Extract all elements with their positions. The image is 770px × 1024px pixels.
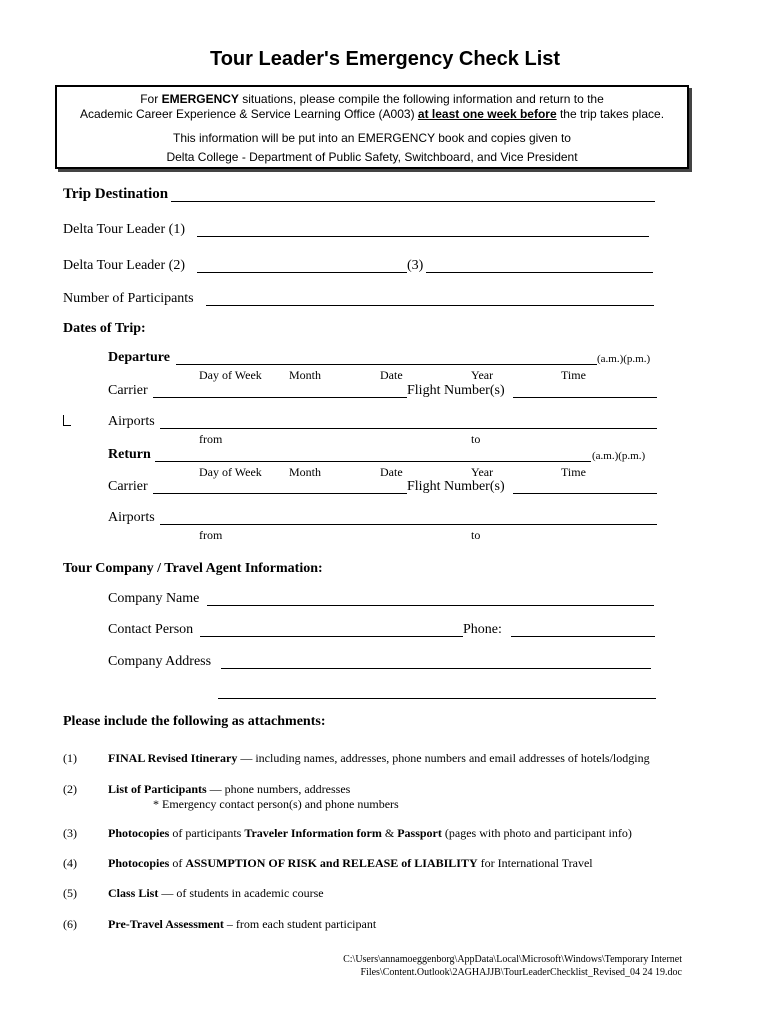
tour-company-heading: Tour Company / Travel Agent Information:: [63, 561, 323, 576]
return-airports-line[interactable]: [160, 524, 657, 525]
emergency-notice-box: [55, 85, 689, 169]
return-flight-label: Flight Number(s): [407, 479, 505, 494]
attachment-text: — including names, addresses, phone numbers and email addresses of hotels/lodging: [237, 751, 650, 765]
tour-leader-3-line[interactable]: [426, 272, 653, 273]
return-month-caption: Month: [289, 465, 322, 479]
departure-label: Departure: [108, 350, 170, 365]
departure-time-caption: Time: [561, 368, 586, 382]
return-label: Return: [108, 447, 151, 462]
page-title: Tour Leader's Emergency Check List: [209, 48, 561, 70]
notice-text: situations, please compile the following information and return to the: [238, 92, 604, 106]
attachment-item-6: [108, 917, 376, 932]
departure-day-caption: Day of Week: [199, 368, 262, 382]
departure-flight-label: Flight Number(s): [407, 383, 505, 398]
attachment-title: Pre-Travel Assessment: [108, 917, 224, 931]
attachment-number: (6): [63, 917, 77, 931]
attachment-text: — phone numbers, addresses: [206, 782, 351, 796]
notice-line-4: Delta College - Department of Public Safety, Switchboard, and Vice President: [166, 150, 578, 164]
return-line[interactable]: [155, 461, 591, 462]
departure-airports-label: Airports: [108, 414, 155, 429]
departure-airports-line[interactable]: [160, 428, 657, 429]
attachment-number: (2): [63, 782, 77, 796]
contact-person-line[interactable]: [200, 636, 463, 637]
return-ampm: (a.m.)(p.m.): [592, 450, 646, 462]
company-address-label: Company Address: [108, 654, 212, 669]
company-name-label: Company Name: [108, 591, 200, 606]
notice-deadline: at least one week before: [417, 107, 557, 121]
attachment-title: Traveler Information form: [244, 826, 382, 840]
departure-date-caption: Date: [380, 368, 403, 382]
return-to-caption: to: [471, 528, 481, 542]
footer-line-2: Files\Content.Outlook\2AGHAJJB\TourLeaderChecklist_Revised_04 24 19.doc: [360, 967, 682, 978]
phone-label: Phone:: [463, 622, 502, 637]
departure-carrier-label: Carrier: [108, 383, 148, 398]
attachment-text: – from each student participant: [223, 917, 377, 931]
file-path-footer: [343, 953, 682, 979]
return-time-caption: Time: [561, 465, 586, 479]
departure-from-caption: from: [199, 432, 223, 446]
attachment-title: ASSUMPTION OF RISK and RELEASE of LIABILITY: [185, 856, 478, 870]
notice-text: the trip takes place.: [556, 107, 665, 121]
notice-line-3: This information will be put into an EMERGENCY book and copies given to: [173, 131, 571, 145]
notice-line-2: [57, 107, 687, 121]
attachment-number: (5): [63, 886, 77, 900]
attachment-number: (1): [63, 751, 77, 765]
attachment-number: (4): [63, 856, 77, 870]
tour-leader-2-label: Delta Tour Leader (2): [63, 258, 185, 273]
notice-emergency-bold: EMERGENCY: [161, 92, 239, 106]
attachment-title: Class List: [108, 886, 159, 900]
tour-leader-1-line[interactable]: [197, 236, 649, 237]
return-airports-label: Airports: [108, 510, 155, 525]
attachment-item-2: [108, 782, 350, 797]
notice-text: For: [140, 92, 162, 106]
attachment-item-2-sub: * Emergency contact person(s) and phone numbers: [153, 797, 399, 811]
dates-heading: Dates of Trip:: [63, 321, 146, 336]
attachment-text: (pages with photo and participant info): [441, 826, 632, 840]
departure-carrier-line[interactable]: [153, 397, 407, 398]
trip-destination-label: Trip Destination: [63, 186, 169, 202]
return-day-caption: Day of Week: [199, 465, 262, 479]
departure-year-caption: Year: [471, 368, 494, 382]
attachment-title: Passport: [397, 826, 442, 840]
attachment-item-1: [108, 751, 650, 766]
attachment-title: Photocopies: [108, 826, 170, 840]
company-address-line-1[interactable]: [221, 668, 651, 669]
return-from-caption: from: [199, 528, 223, 542]
contact-person-label: Contact Person: [108, 622, 194, 637]
phone-line[interactable]: [511, 636, 655, 637]
tour-leader-1-label: Delta Tour Leader (1): [63, 222, 185, 237]
attachment-item-3: [108, 826, 632, 841]
notice-line-1: [57, 92, 687, 106]
trip-destination-line[interactable]: [171, 201, 655, 202]
attachment-item-5: [108, 886, 324, 901]
footer-line-1: C:\Users\annamoeggenborg\AppData\Local\Microsoft\Windows\Temporary Internet: [343, 954, 682, 965]
attachment-item-4: [108, 856, 593, 871]
return-flight-line[interactable]: [513, 493, 657, 494]
departure-flight-line[interactable]: [513, 397, 657, 398]
company-name-line[interactable]: [207, 605, 654, 606]
tour-leader-3-label: (3): [407, 258, 424, 273]
attachment-title: List of Participants: [108, 782, 207, 796]
departure-line[interactable]: [176, 364, 597, 365]
return-year-caption: Year: [471, 465, 494, 479]
corner-mark-icon: [63, 415, 71, 426]
attachment-text: — of students in academic course: [158, 886, 324, 900]
attachment-title: Photocopies: [108, 856, 170, 870]
departure-to-caption: to: [471, 432, 481, 446]
attachments-heading: Please include the following as attachments:: [63, 714, 326, 729]
attachment-text: of: [169, 856, 186, 870]
departure-month-caption: Month: [289, 368, 322, 382]
tour-leader-2-line[interactable]: [197, 272, 407, 273]
participants-line[interactable]: [206, 305, 654, 306]
attachment-title: FINAL Revised Itinerary: [108, 751, 238, 765]
return-carrier-line[interactable]: [153, 493, 407, 494]
return-date-caption: Date: [380, 465, 403, 479]
company-address-line-2[interactable]: [218, 698, 656, 699]
return-carrier-label: Carrier: [108, 479, 148, 494]
attachment-text: of participants: [169, 826, 245, 840]
attachment-number: (3): [63, 826, 77, 840]
attachment-text: &: [381, 826, 398, 840]
departure-ampm: (a.m.)(p.m.): [597, 353, 651, 365]
notice-text: Academic Career Experience & Service Learning Office (A003): [79, 107, 418, 121]
attachment-text: for International Travel: [477, 856, 593, 870]
participants-label: Number of Participants: [63, 291, 194, 306]
